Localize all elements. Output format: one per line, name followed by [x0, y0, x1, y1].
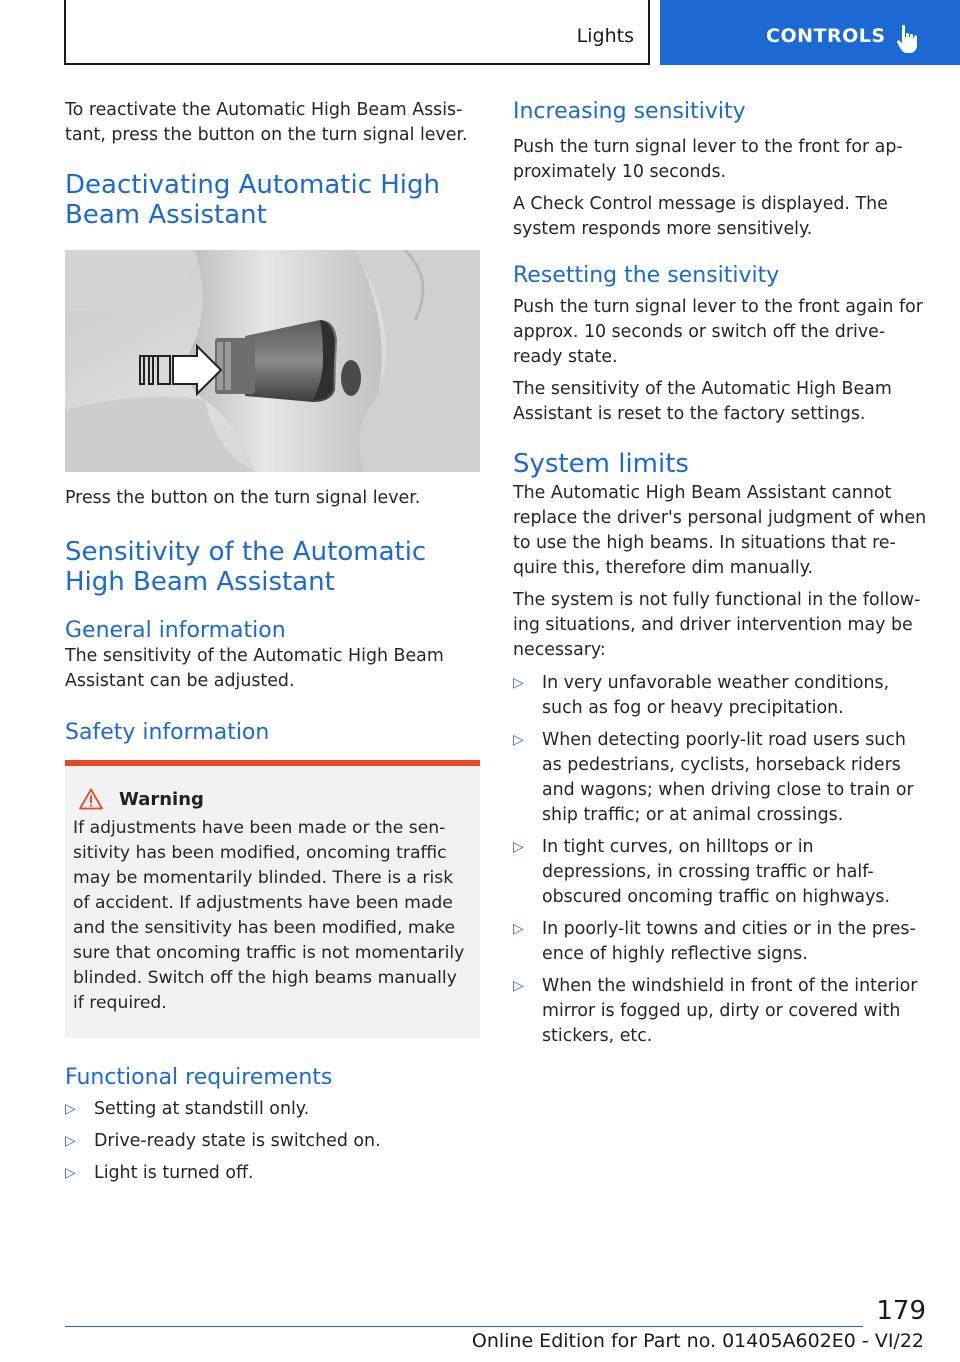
bullet-triangle-icon: ▷ [513, 839, 524, 855]
page-number: 179 [876, 1296, 926, 1326]
sensitivity-heading: Sensitivity of the Automatic High Beam Assistant [65, 537, 427, 597]
list-item: ▷ Light is turned off. [65, 1161, 480, 1186]
safety-information-heading: Safety information [65, 720, 270, 745]
list-item: ▷ When detecting poorly-lit road users such as pedestrians, cyclists, horseback riders and wagons; when driving close to train or ship traffic; or at animal crossings. [513, 730, 914, 825]
bullet-triangle-icon: ▷ [513, 675, 524, 691]
footer-divider [65, 1326, 863, 1327]
pointing-hand-icon [896, 24, 922, 54]
system-limits-list [513, 671, 928, 1049]
edition-text: Online Edition for Part no. 01405A602E0 - VI/22 [471, 1330, 924, 1352]
bullet-triangle-icon: ▷ [65, 1133, 76, 1149]
list-item: ▷ In poorly-lit towns and cities or in the presence of highly reflective signs. [513, 919, 916, 964]
resetting-text-2: The sensitivity of the Automatic High Beam Assistant is reset to the factory settings. [513, 379, 892, 424]
general-information-heading: General information [65, 618, 286, 643]
resetting-sensitivity-heading: Resetting the sensitivity [513, 263, 780, 288]
system-limits-text-2: The system is not fully functional in the following situations, and driver intervention may be necessary: [513, 590, 921, 660]
intro-paragraph: To reactivate the Automatic High Beam Assistant, press the button on the turn signal lever. [65, 100, 468, 145]
bullet-triangle-icon: ▷ [65, 1165, 76, 1181]
warning-label: Warning [119, 788, 204, 810]
warning-box [65, 760, 480, 1038]
functional-requirements-heading: Functional requirements [65, 1065, 333, 1090]
turn-signal-lever-illustration [65, 250, 480, 472]
system-limits-text-1: The Automatic High Beam Assistant cannot replace the driver's personal judgment of when to use the high beams. In situations that require this, therefore dim manually. [513, 483, 927, 578]
resetting-text-1: Push the turn signal lever to the front again for approx. 10 seconds or switch off the drive-ready state. [513, 297, 923, 367]
general-information-text: The sensitivity of the Automatic High Beam Assistant can be adjusted. [65, 646, 444, 691]
system-limits-heading: System limits [513, 449, 689, 479]
right-column [513, 98, 928, 1049]
deactivating-heading: Deactivating Automatic High Beam Assistant [65, 170, 441, 230]
warning-triangle-icon [79, 788, 103, 810]
header-chapter-tab [660, 0, 960, 65]
turn-signal-lever-figure [65, 250, 480, 472]
bullet-triangle-icon: ▷ [513, 732, 524, 748]
increasing-text-1: Push the turn signal lever to the front for approximately 10 seconds. [513, 137, 903, 182]
section-title: Lights [576, 25, 634, 47]
left-column [65, 98, 480, 1186]
list-item: ▷ Drive-ready state is switched on. [65, 1129, 480, 1154]
list-item: ▷ When the windshield in front of the interior mirror is fogged up, dirty or covered with stickers, etc. [513, 976, 918, 1046]
bullet-triangle-icon: ▷ [65, 1101, 76, 1117]
functional-requirements-list [65, 1097, 480, 1186]
bullet-triangle-icon: ▷ [513, 978, 524, 994]
list-item: ▷ In tight curves, on hilltops or in depressions, in crossing traffic or half-obscured oncoming traffic on highways. [513, 837, 890, 907]
header-section-tab [64, 0, 650, 65]
bullet-triangle-icon: ▷ [513, 921, 524, 937]
figure-caption: Press the button on the turn signal lever. [65, 488, 421, 508]
list-item: ▷ In very unfavorable weather conditions, such as fog or heavy precipitation. [513, 673, 890, 718]
chapter-title: CONTROLS [766, 25, 886, 47]
increasing-text-2: A Check Control message is displayed. The system responds more sensitively. [513, 194, 888, 239]
warning-text: If adjustments have been made or the sensitivity has been modified, oncoming traffic may be momentarily blinded. There is a risk of accident. If adjustments have been made and the sensitivity has been modified, make sure that oncoming traffic is not momentarily blinded. Switch off the high beams manually if required. [73, 818, 465, 1013]
increasing-sensitivity-heading: Increasing sensitivity [513, 99, 746, 124]
list-item: ▷ Setting at standstill only. [65, 1097, 480, 1122]
